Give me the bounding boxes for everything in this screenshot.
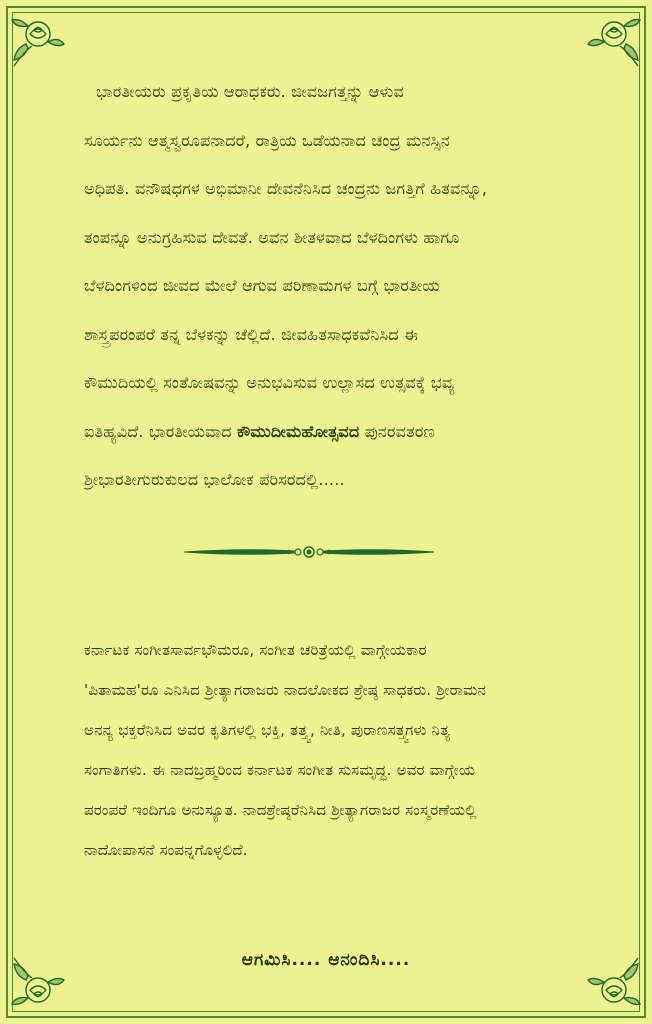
text-line: ನಾದೋಪಾಸನೆ ಸಂಪನ್ನಗೊಳ್ಳಲಿದೆ. [84,841,248,859]
text-line: ಕರ್ನಾಟಕ ಸಂಗೀತಸಾರ್ವಭೌಮರೂ, ಸಂಗೀತ ಚರಿತ್ರೆಯಲ್ಲಿ ವಾಗ್ಗೇಯಕಾರ [84,641,427,659]
ornamental-divider-icon [184,540,434,564]
text-line: 'ಪಿತಾಮಹ'ರೂ ಎನಿಸಿದ ಶ್ರೀತ್ಯಾಗರಾಜರು ನಾದಲೋಕದ ಶ್ರೇಷ್ಠ ಸಾಧಕರು. ಶ್ರೀರಾಮನ [84,681,487,699]
welcome-footer: ಆಗಮಿಸಿ.... ಆನಂದಿಸಿ.... [241,950,411,970]
paragraph-tyagaraja [84,630,634,870]
text-segment: ಪುನರವತರಣ [359,421,436,441]
paragraph-kaumudi [84,72,634,509]
event-name-bold: ಕೌಮುದೀಮಹೋತ್ಸವದ [237,421,360,441]
text-line: ಅನನ್ಯ ಭಕ್ತರೆನಿಸಿದ ಅವರ ಕೃತಿಗಳಲ್ಲಿ ಭಕ್ತಿ, ತತ್ತ್ವ, ನೀತಿ, ಪುರಾಣಸತ್ತ್ವಗಳು ನಿತ್ಯ [84,721,451,739]
text-line: ಬೆಳದಿಂಗಳಿಂದ ಜೀವದ ಮೇಲೆ ಆಗುವ ಪರಿಣಾಮಗಳ ಬಗ್ಗೆ ಭಾರತೀಯ [84,276,440,295]
text-line: ತಂಪನ್ನೂ ಅನುಗ್ರಹಿಸುವ ದೇವತೆ. ಅವನ ಶೀತಳವಾದ ಬೆಳದಿಂಗಳು ಹಾಗೂ [84,227,460,247]
rose-corner-icon [582,8,644,70]
text-segment: ಐತಿಹ್ಯವಿದೆ. ಭಾರತೀಯವಾದ [84,421,238,441]
rose-corner-icon [8,8,70,70]
text-line: ಶಾಸ್ತ್ರಪರಂಪರೆ ತನ್ನ ಬೆಳಕನ್ನು ಚೆಲ್ಲಿದೆ. ಜೀವಹಿತಸಾಧಕವೆನಿಸಿದ ಈ [84,324,419,344]
text-line: ಸಂಗಾತಿಗಳು. ಈ ನಾದಬ್ರಹ್ಮರಿಂದ ಕರ್ನಾಟಕ ಸಂಗೀತ ಸುಸಮೃದ್ಧ. ಅವರ ವಾಗ್ಗೇಯ [84,761,476,779]
text-line: ಶ್ರೀಭಾರತೀಗುರುಕುಲದ ಭಾಲೋಕ ಪರಿಸರದಲ್ಲಿ..... [84,470,345,489]
text-line [84,412,634,461]
text-line: ಕೌಮುದಿಯಲ್ಲಿ ಸಂತೋಷವನ್ನು ಅನುಭವಿಸುವ ಉಲ್ಲಾಸದ ಉತ್ಸವಕ್ಕೆ ಭವ್ಯ [84,373,455,392]
text-line: ಸೂರ್ಯನು ಆತ್ಮಸ್ವರೂಪನಾದರೆ, ರಾತ್ರಿಯ ಒಡೆಯನಾದ ಚಂದ್ರ ಮನಸ್ಸಿನ [84,130,450,150]
text-line: ಪರಂಪರೆ ಇಂದಿಗೂ ಅನುಸ್ಯೂತ. ನಾದಶ್ರೇಷ್ಠರೆನಿಸಿದ ಶ್ರೀತ್ಯಾಗರಾಜರ ಸಂಸ್ಮರಣೆಯಲ್ಲಿ [84,801,477,819]
text-line: ಅಧಿಪತಿ. ವನೌಷಧಗಳ ಅಭಿಮಾನೀ ದೇವನೆನಿಸಿದ ಚಂದ್ರನು ಜಗತ್ತಿಗೆ ಹಿತವನ್ನೂ, [84,179,488,198]
text-line: ಭಾರತೀಯರು ಪ್ರಕೃತಿಯ ಆರಾಧಕರು. ಜೀವಜಗತ್ತನ್ನು ಆಳುವ [96,82,404,101]
